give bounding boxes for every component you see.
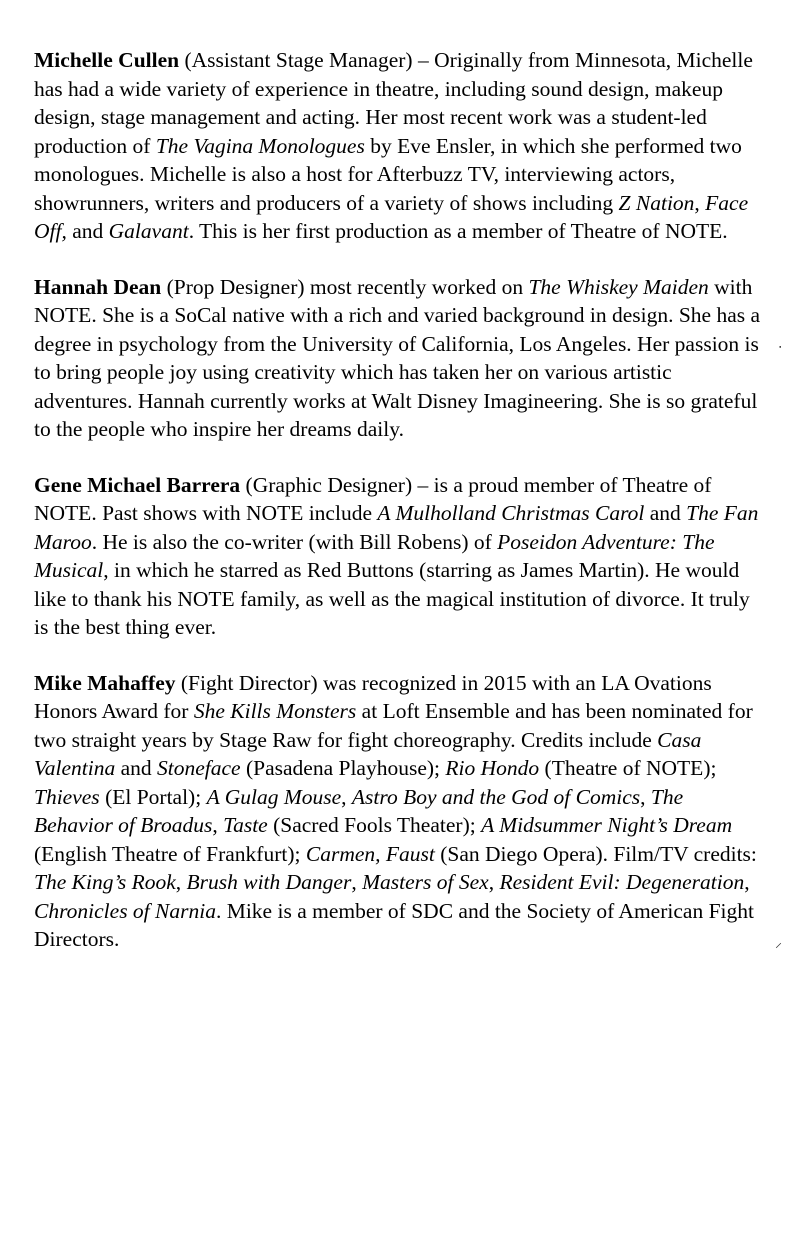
show-title: Brush with Danger [186, 870, 352, 894]
show-title: Chronicles of Narnia [34, 898, 216, 923]
bio-text: and [115, 756, 158, 780]
show-title: A Midsummer Night’s Dream [481, 813, 733, 837]
show-title: The Whiskey Maiden [528, 274, 709, 299]
bio-gene-michael-barrera [34, 471, 764, 642]
bio-text: (Prop Designer) most recently worked on [161, 274, 529, 299]
show-title: Resident Evil: Degeneration [499, 870, 745, 894]
show-title: Thieves [34, 784, 100, 809]
bio-text: . Mike is a member of SDC and the Society of American Fight Directors. [34, 898, 754, 951]
show-title: Masters of Sex [362, 870, 489, 894]
show-title: A Mulholland Christmas Carol [377, 501, 645, 525]
show-title: A Gulag Mouse [206, 784, 342, 809]
show-title: Astro Boy and the God of Comics [351, 784, 641, 809]
bio-text: , [351, 870, 363, 894]
bio-text: . He is also the co-writer (with Bill Robens) of [91, 529, 498, 554]
bio-text: , in which he starred as Red Buttons (starring as James Martin). He would like to thank his NOTE family, as well as the magical institution of divorce. It truly is the best thing ever. [34, 558, 750, 639]
bio-mike-mahaffey [34, 669, 764, 954]
bio-text: (Assistant Stage Manager) – Originally from Minnesota, Michelle has had a wide variety of experience in theatre, including sound design, makeup design, stage management and acting. Her most recent work was a student-led production of [34, 48, 753, 158]
show-title: Stoneface [157, 756, 241, 780]
bio-text: (Sacred Fools Theater); [267, 813, 482, 837]
program-bios-page [34, 46, 764, 981]
bio-text: , [744, 870, 750, 894]
bio-text: by Eve Ensler, in which she performed two monologues. Michelle is also a host for Afterbuzz TV, interviewing actors, showrunners, writers and producers of a variety of shows including [34, 133, 742, 215]
bio-michelle-cullen [34, 46, 764, 246]
show-title: Taste [223, 813, 268, 837]
bio-name: Gene Michael Barrera [34, 472, 241, 497]
show-title: Poseidon Adventure: The Musical [34, 529, 715, 582]
bio-text: , [694, 190, 706, 215]
scan-speck-mark: ‧ [778, 341, 783, 356]
show-title: Face Off, [34, 190, 749, 243]
show-title: The King’s Rook [34, 870, 176, 894]
bio-text: , [488, 870, 500, 894]
bio-text: (El Portal); [99, 784, 207, 809]
bio-text: (Graphic Designer) – is a proud member of Theatre of NOTE. Past shows with NOTE include [34, 472, 712, 525]
bio-text: , [212, 813, 224, 837]
bio-text: (Pasadena Playhouse); [240, 756, 446, 780]
bio-text: and [644, 501, 687, 525]
show-title: Rio Hondo [445, 756, 540, 780]
show-title: Casa Valentina [34, 727, 702, 780]
bio-text: (San Diego Opera). Film/TV credits: [434, 841, 757, 866]
bio-name: Hannah Dean [34, 274, 162, 299]
bio-text: (Theatre of NOTE); [539, 756, 717, 780]
bio-name: Mike Mahaffey [34, 670, 176, 695]
bio-text: and [66, 219, 109, 243]
bio-text: . This is her first production as a member of Theatre of NOTE. [188, 219, 728, 243]
show-title: The Fan Maroo [34, 501, 759, 554]
bio-name: Michelle Cullen [34, 48, 180, 72]
show-title: The Vagina Monologues [155, 133, 365, 158]
bio-text: , [640, 784, 651, 809]
bio-text: at Loft Ensemble and has been nominated for two straight years by Stage Raw for fight choreography. Credits include [34, 699, 753, 752]
show-title: The Behavior of Broadus [34, 784, 684, 837]
show-title: Galavant [108, 219, 189, 243]
bio-text: (Fight Director) was recognized in 2015 with an LA Ovations Honors Award for [34, 670, 712, 723]
bio-text: with NOTE. She is a SoCal native with a rich and varied background in design. She has a degree in psychology from the University of California, Los Angeles. Her passion is to bring people joy using creativity which has taken her on various artistic adventures. Hannah currently works at Walt Disney Imagineering. She is so grateful to the people who inspire her dreams daily. [34, 274, 761, 441]
bio-text: , [175, 870, 187, 894]
show-title: Z Nation [618, 190, 695, 215]
bio-hannah-dean [34, 273, 764, 444]
show-title: She Kills Monsters [193, 699, 357, 723]
scan-speck-mark: ⸝ [775, 936, 782, 951]
bio-text: (English Theatre of Frankfurt); [34, 841, 306, 866]
show-title: Carmen, Faust [305, 841, 435, 866]
bio-text: , [341, 784, 352, 809]
